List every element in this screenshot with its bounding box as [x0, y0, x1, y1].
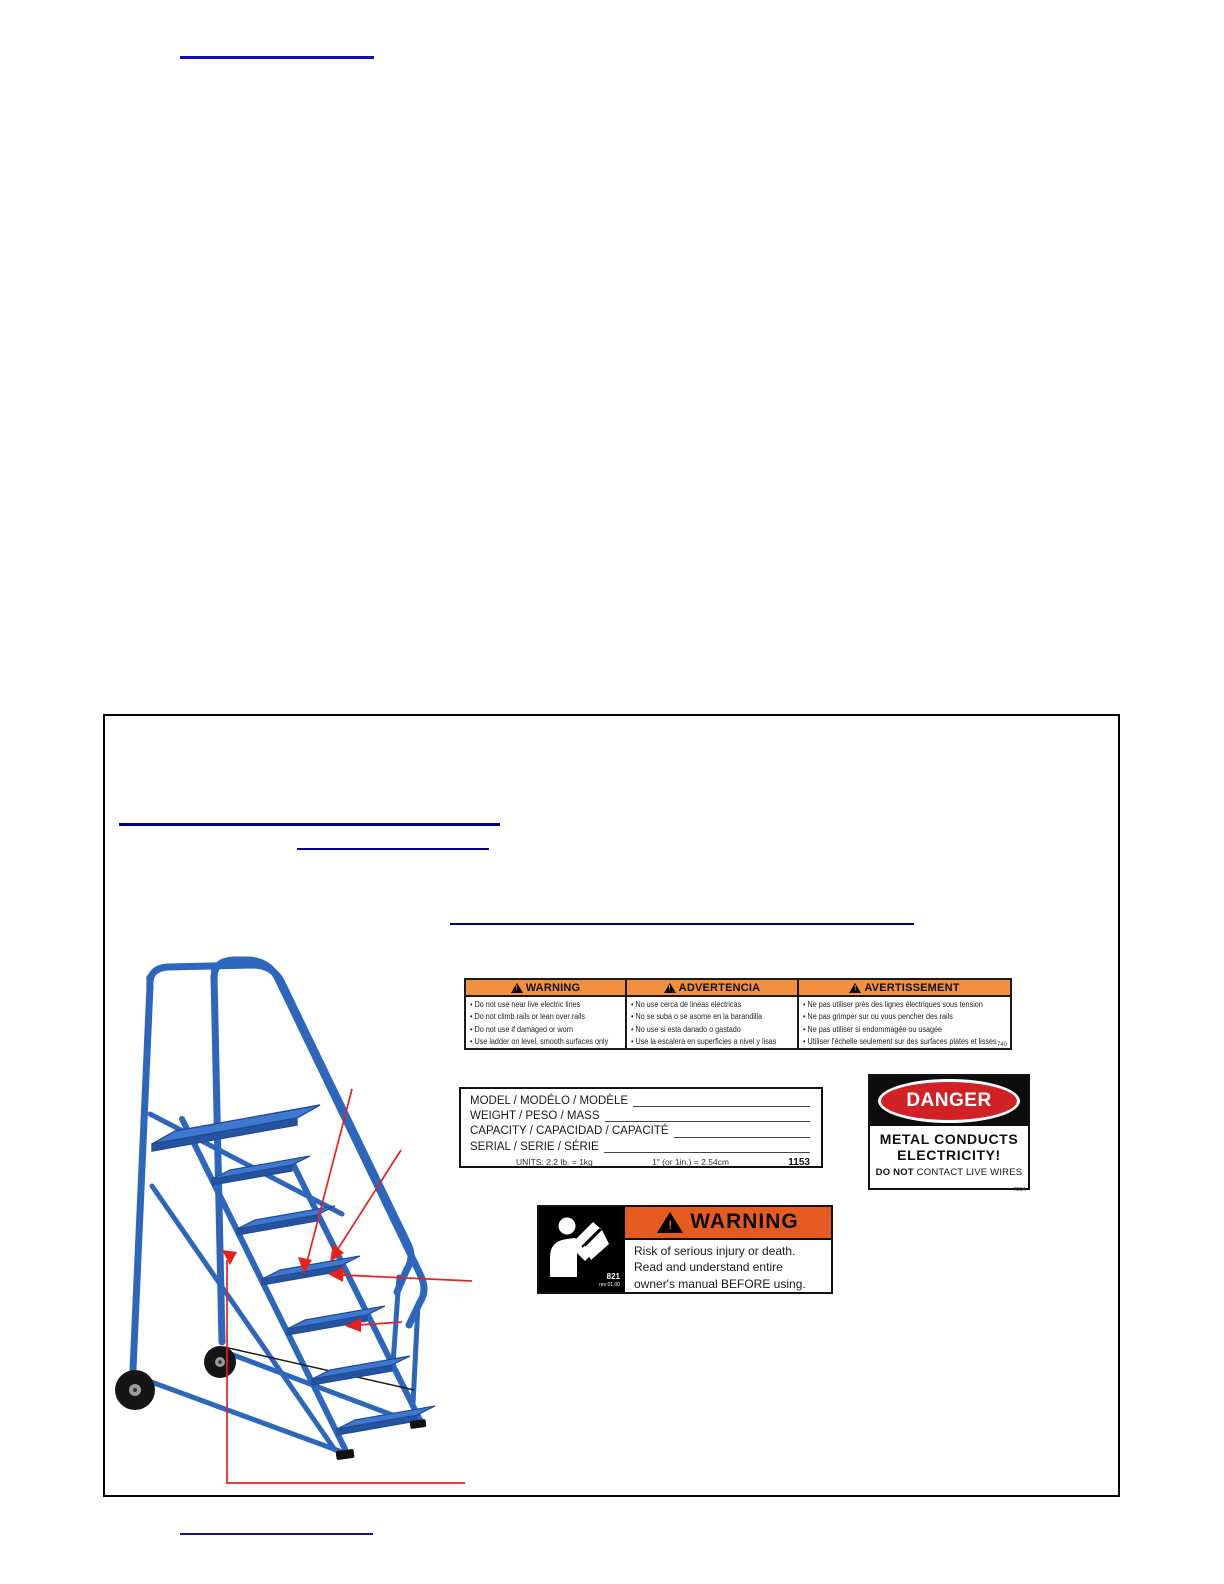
retract-cable: [224, 1347, 414, 1390]
spec-row-label: CAPACITY / CAPACIDAD / CAPACITÉ: [470, 1125, 669, 1138]
fill-in-line: [605, 1110, 810, 1122]
arrowhead: [328, 1267, 344, 1282]
arrowhead: [298, 1257, 312, 1274]
label-revision: rev 01.00: [599, 1282, 620, 1288]
rear-post: [214, 976, 222, 1342]
label-part-number: 1153: [788, 1156, 810, 1168]
handrail: [214, 960, 424, 1325]
warning-header-fr: [799, 980, 1010, 997]
warning-item: • Ne pas grimper sur ou vous pencher des rails: [803, 1011, 987, 1023]
ladder-illustration: [102, 952, 522, 1512]
alert-triangle-icon: !: [664, 983, 676, 993]
annotation-arrow-tread: [342, 1275, 472, 1281]
danger-label: [868, 1074, 1030, 1193]
arrowhead: [330, 1244, 344, 1262]
warning-title: WARNING: [525, 981, 581, 994]
fill-in-line: [674, 1126, 810, 1138]
arrowhead: [222, 1250, 237, 1265]
warning-header: [625, 1207, 831, 1240]
warning-item: • Ne pas utiliser si endommagée ou usagée: [803, 1024, 987, 1036]
danger-oval: [878, 1079, 1020, 1123]
warning-body-line: Risk of serious injury or death.: [634, 1243, 796, 1258]
warning-body-line: owner's manual BEFORE using.: [634, 1276, 806, 1291]
knee-rail: [150, 1114, 342, 1214]
front-post: [393, 1277, 399, 1364]
danger-line1: METAL CONDUCTS: [879, 1131, 1019, 1147]
warning-title: WARNING: [690, 1210, 799, 1234]
warning-item: • Do not use near live electric lines: [470, 999, 607, 1011]
annotation-arrows: [222, 1089, 472, 1483]
label-part-number: 740: [996, 1042, 1007, 1048]
warning-item: • No se suba o se asome en la barandilla: [631, 1011, 778, 1023]
warning-item: • Use la escalera en superficies a nivel y lisas: [631, 1036, 778, 1048]
warning-column-en: [466, 980, 625, 1048]
alert-triangle-icon: !: [849, 983, 861, 993]
foot-pad: [410, 1419, 427, 1429]
warning-item: • Do not climb rails or lean over rails: [470, 1011, 607, 1023]
fill-in-line: [633, 1095, 810, 1107]
rear-brace: [152, 1186, 335, 1450]
danger-line3: DO NOT CONTACT LIVE WIRES: [875, 1167, 1023, 1178]
wheel: [204, 1346, 236, 1378]
ladder-steps: [212, 1156, 435, 1435]
stringer-right: [292, 1162, 420, 1420]
handrail: [150, 965, 411, 1292]
hyperlink-underline-a[interactable]: [119, 823, 500, 826]
base-bar: [135, 1376, 342, 1452]
warning-item: • Do not use if damaged or worn: [470, 1024, 607, 1036]
annotation-arrow-step: [336, 1150, 401, 1252]
base-bar: [220, 1350, 395, 1416]
warning-column-es: [625, 980, 797, 1048]
warning-body: [625, 1240, 831, 1293]
spec-row-label: MODEL / MODÉLO / MODÈLE: [470, 1095, 629, 1107]
warning-item: • Ne pas utiliser près des lignes électriques sous tension: [803, 999, 987, 1011]
warning-item: • No use si esta danado o gastado: [631, 1024, 778, 1036]
caster-bolt: [211, 967, 218, 974]
read-manual-pictogram: [539, 1207, 625, 1292]
caster-bolt: [146, 974, 154, 982]
warning-item: • Utiliser l'échelle seulement sur des surfaces plates et lisses: [803, 1036, 987, 1048]
warning-body-line: Read and understand entire: [634, 1260, 783, 1274]
annotation-callout-line: [227, 1260, 465, 1483]
rear-post: [133, 986, 150, 1370]
spec-label: [459, 1087, 823, 1168]
hyperlink-underline-bottom[interactable]: [180, 1533, 373, 1535]
fill-in-line: [604, 1141, 810, 1153]
person-reading-icon: [545, 1213, 617, 1279]
alert-triangle-icon: !: [511, 983, 523, 993]
label-part-number: 729A: [1013, 1187, 1026, 1193]
warning-item: • Use ladder on level, smooth surfaces only: [470, 1036, 607, 1048]
danger-title: DANGER: [906, 1090, 992, 1111]
warning-title: AVERTISSEMENT: [864, 981, 960, 994]
units-conversion-in: 1" (or 1in.) = 2.54cm: [652, 1157, 730, 1168]
platform: [152, 1105, 320, 1151]
annotation-arrow-step: [307, 1089, 352, 1262]
hyperlink-underline-b[interactable]: [297, 848, 489, 850]
alert-triangle-icon: !: [657, 1212, 683, 1233]
wheel: [115, 1370, 155, 1410]
front-post: [413, 1304, 418, 1404]
warning-item: • No use cerca de lineas electricas: [631, 999, 778, 1011]
hyperlink-underline-top[interactable]: [180, 56, 374, 59]
warning-header-en: [466, 980, 625, 997]
units-conversion-lb: UNITS: 2.2 lb. = 1kg: [516, 1157, 593, 1168]
multilingual-warning-label: [464, 978, 1012, 1050]
danger-line2: ELECTRICITY!: [897, 1147, 1001, 1163]
label-part-number: 821: [606, 1272, 620, 1281]
foot-pad: [336, 1449, 355, 1460]
annotation-arrow-lower-tread: [359, 1322, 402, 1325]
stringer-left: [182, 1119, 345, 1449]
warning-title: ADVERTENCIA: [678, 981, 761, 994]
arrowhead: [345, 1318, 361, 1332]
warning-column-fr: [797, 980, 1010, 1048]
hyperlink-underline-c[interactable]: [450, 923, 914, 925]
danger-header: [870, 1076, 1028, 1126]
spec-row-label: SERIAL / SERIE / SÉRIE: [470, 1140, 599, 1153]
content-border-box: [103, 714, 1120, 1497]
spec-row-label: WEIGHT / PESO / MASS: [470, 1110, 600, 1123]
read-manual-warning-label: [537, 1205, 833, 1294]
warning-header-es: [627, 980, 797, 997]
